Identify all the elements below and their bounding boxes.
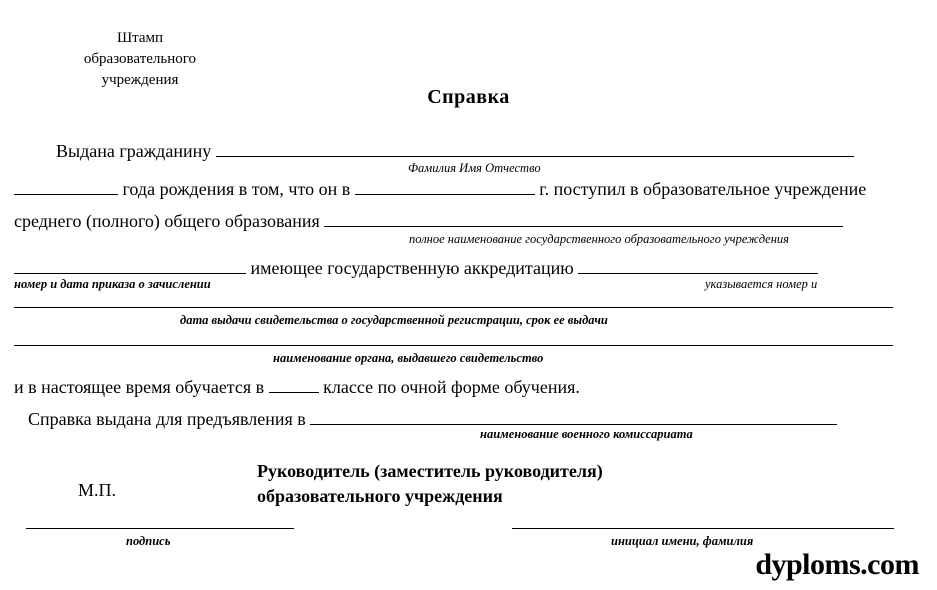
stamp-line-2: образовательного [83, 51, 197, 67]
birth-year-line [14, 178, 866, 200]
signature-hint: подпись [126, 534, 171, 548]
head-signature-title-line-2: образовательного учреждения [257, 486, 503, 506]
accreditation-label: имеющее государственную аккредитацию [250, 258, 574, 278]
class-form-label: классе по очной форме обучения. [323, 377, 580, 397]
seal-place-label: М.П. [78, 480, 117, 500]
accreditation-number-blank[interactable] [578, 257, 818, 274]
issuing-authority-blank[interactable] [14, 345, 893, 346]
issued-to-label: Выдана гражданину [56, 141, 212, 161]
current-class-label: и в настоящее время обучается в [14, 377, 265, 397]
signature-blank[interactable] [26, 528, 294, 529]
accreditation-number-hint: указывается номер и [705, 277, 818, 291]
accreditation-line [14, 257, 818, 279]
education-level-line [14, 210, 843, 232]
fio-blank[interactable] [216, 140, 854, 157]
document-title: Справка [427, 86, 510, 108]
institution-stamp-placeholder [40, 28, 240, 91]
stamp-line-1: Штамп [116, 30, 164, 46]
military-office-hint: наименование военного комиссариата [480, 427, 693, 441]
admission-label: г. поступил в образовательное учреждение [539, 179, 867, 199]
head-signature-title [257, 459, 603, 509]
current-class-line [14, 376, 580, 398]
military-office-blank[interactable] [310, 408, 837, 425]
watermark: dyploms.com [755, 548, 919, 581]
order-number-hint: номер и дата приказа о зачислении [14, 277, 211, 291]
head-signature-title-line-1: Руководитель (заместитель руководителя) [257, 461, 603, 481]
presented-to-label: Справка выдана для предъявления в [28, 409, 306, 429]
certificate-date-blank[interactable] [14, 307, 893, 308]
class-number-blank[interactable] [269, 376, 319, 393]
institution-name-hint: полное наименование государственного образовательного учреждения [409, 232, 789, 246]
birth-year-label: года рождения в том, что он в [122, 179, 351, 199]
order-number-blank[interactable] [14, 257, 246, 274]
admission-year-blank[interactable] [355, 178, 535, 195]
birth-year-blank[interactable] [14, 178, 118, 195]
issued-to-line [56, 140, 854, 162]
education-level-label: среднего (полного) общего образования [14, 211, 320, 231]
presented-to-line [28, 408, 837, 430]
certificate-date-hint: дата выдачи свидетельства о государственной регистрации, срок ее выдачи [180, 313, 608, 327]
fio-hint: Фамилия Имя Отчество [408, 161, 541, 175]
name-initials-hint: инициал имени, фамилия [611, 534, 754, 548]
issuing-authority-hint: наименование органа, выдавшего свидетельство [273, 351, 544, 365]
stamp-line-3: учреждения [101, 72, 179, 88]
name-initials-blank[interactable] [512, 528, 894, 529]
institution-name-blank[interactable] [324, 210, 843, 227]
